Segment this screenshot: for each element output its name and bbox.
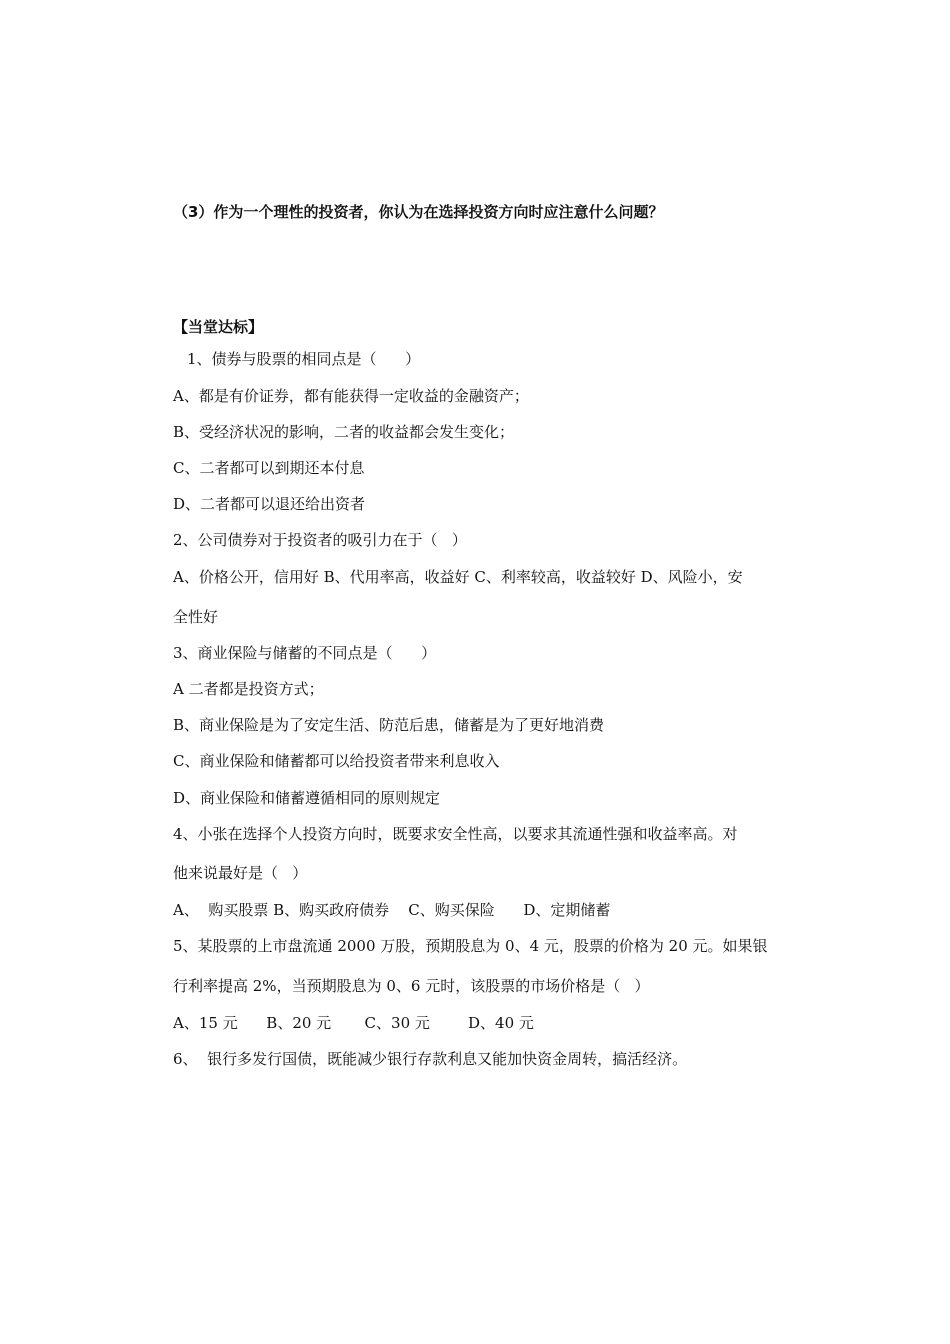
q3-option-b: B、商业保险是为了安定生活、防范后患，储蓄是为了更好地消费 [173, 716, 605, 734]
q4-options: A、 购买股票 B、购买政府债券 C、购买保险 D、定期储蓄 [173, 901, 611, 919]
q3-option-a: A 二者都是投资方式； [173, 680, 324, 698]
q1-option-d: D、二者都可以退还给出资者 [173, 495, 366, 513]
q5-options: A、15 元 B、20 元 C、30 元 D、40 元 [173, 1014, 534, 1032]
q4-stem-line2: 他来说最好是（ ） [173, 864, 308, 882]
q1-option-a: A、都是有价证券，都有能获得一定收益的金融资产； [173, 387, 529, 405]
q5-stem-line2: 行利率提高 2%，当预期股息为 0、6 元时，该股票的市场价格是（ ） [173, 977, 650, 995]
q3-option-d: D、商业保险和储蓄遵循相同的原则规定 [173, 789, 441, 807]
q1-option-c: C、二者都可以到期还本付息 [173, 459, 365, 477]
section-title: 【当堂达标】 [173, 318, 264, 336]
q3-option-c: C、商业保险和储蓄都可以给投资者带来利息收入 [173, 752, 500, 770]
q1-stem: 1、债券与股票的相同点是（ ） [187, 350, 421, 368]
q6-stem: 6、 银行多发行国债，既能减少银行存款利息又能加快资金周转，搞活经济。 [173, 1050, 688, 1068]
q2-stem: 2、公司债券对于投资者的吸引力在于（ ） [173, 531, 467, 549]
q2-options-line1: A、价格公开，信用好 B、代用率高，收益好 C、利率较高，收益较好 D、风险小，安 [173, 568, 743, 586]
question-3-prompt: （3）作为一个理性的投资者，你认为在选择投资方向时应注意什么问题？ [173, 203, 664, 221]
q5-stem-line1: 5、某股票的上市盘流通 2000 万股，预期股息为 0、4 元，股票的价格为 20 元。如果银 [173, 937, 768, 955]
q2-options-line2: 全性好 [173, 608, 219, 626]
q1-option-b: B、受经济状况的影响，二者的收益都会发生变化； [173, 423, 515, 441]
q4-stem-line1: 4、小张在选择个人投资方向时，既要求安全性高，以要求其流通性强和收益率高。对 [173, 825, 738, 843]
q3-stem: 3、商业保险与储蓄的不同点是（ ） [173, 644, 437, 662]
